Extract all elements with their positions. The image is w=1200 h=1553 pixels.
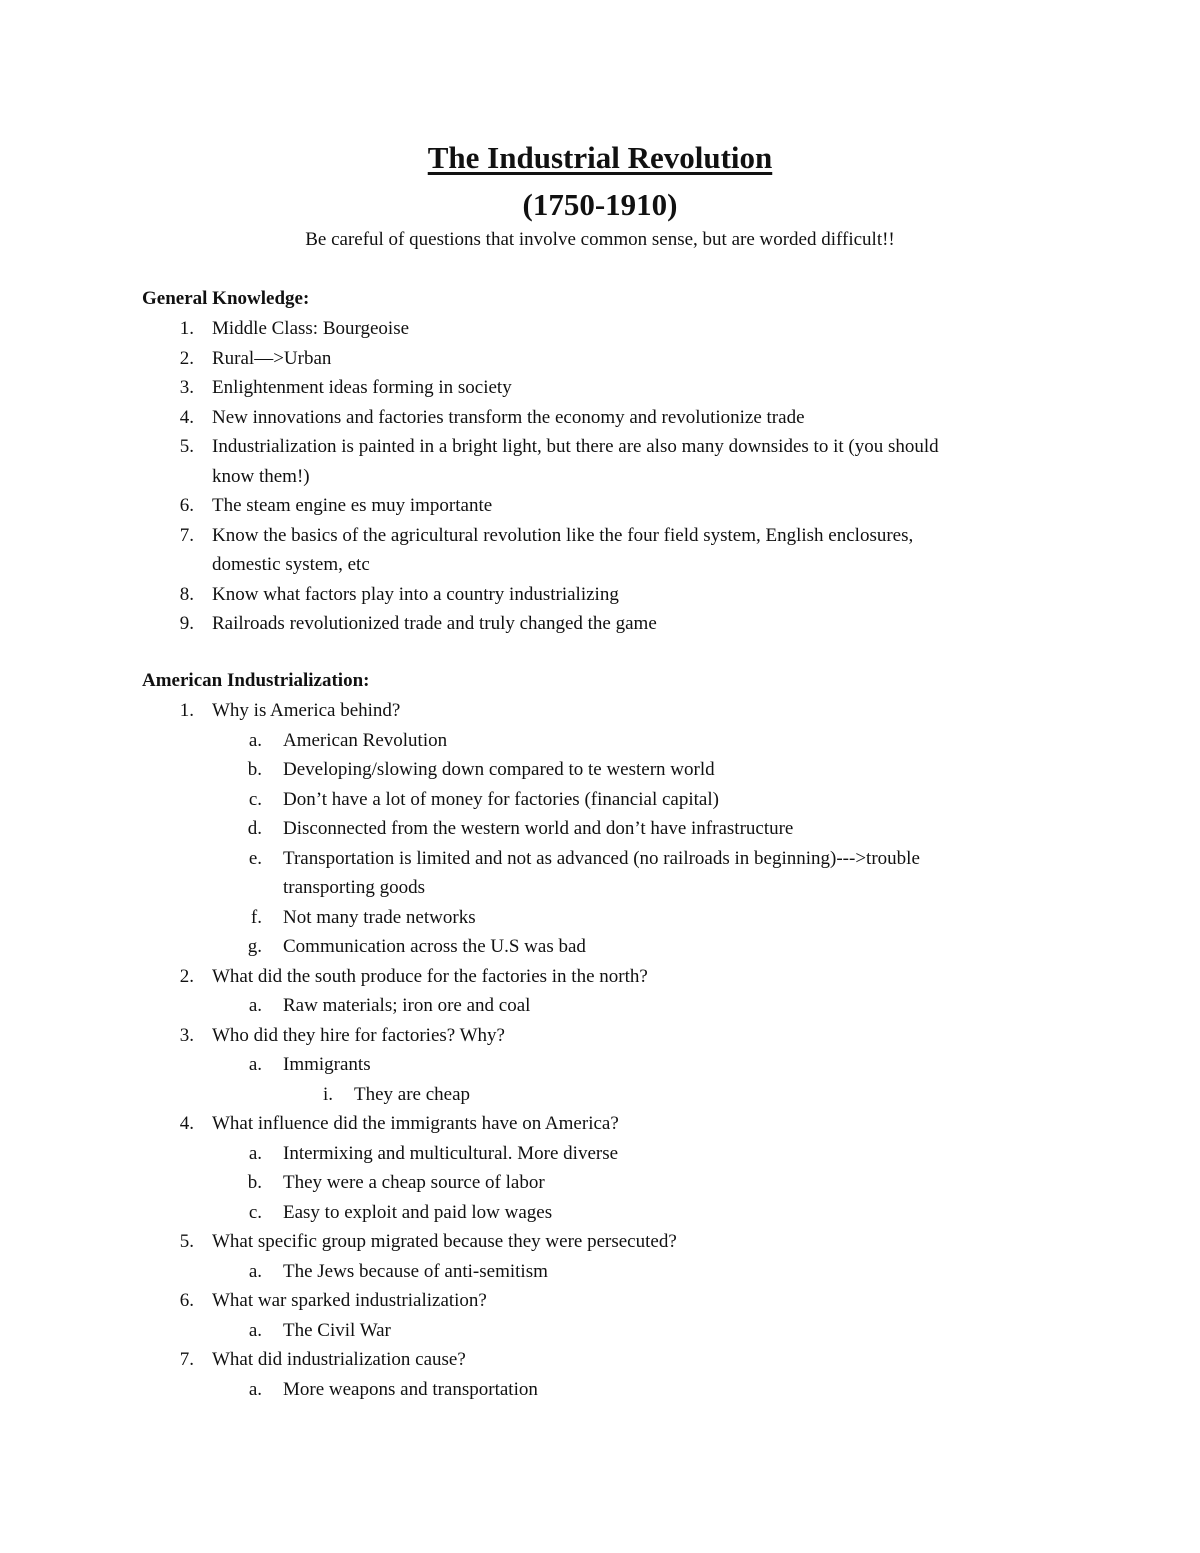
list-item (142, 432, 1062, 462)
list-marker: 4. (179, 1113, 194, 1134)
sub-list-item (142, 785, 1062, 815)
list-marker: b. (247, 1172, 262, 1193)
list-marker: 7. (179, 1349, 194, 1370)
list-marker: a. (248, 729, 262, 751)
list-marker: c. (248, 1201, 262, 1223)
sub-list-item (142, 1316, 1062, 1346)
list-item-text: The steam engine es muy importante (212, 495, 493, 516)
list-item-text: The Civil War (283, 1319, 391, 1341)
sub-list-item (142, 903, 1062, 933)
list-item-text: New innovations and factories transform the economy and revolutionize trade (212, 406, 805, 428)
list-item-text: The Jews because of anti-semitism (283, 1260, 548, 1282)
sub-list-item (142, 932, 1062, 962)
american-industrialization-list (142, 696, 1062, 1404)
sub-sub-list-item (142, 1080, 1062, 1110)
list-marker: d. (247, 818, 262, 839)
list-item (142, 1286, 1062, 1316)
list-item-text: Intermixing and multicultural. More diverse (283, 1142, 619, 1164)
list-marker: b. (247, 759, 262, 780)
list-marker: a. (248, 1054, 262, 1075)
list-item-text: More weapons and transportation (283, 1378, 538, 1400)
list-marker: 5. (179, 436, 194, 457)
list-marker: c. (248, 788, 262, 810)
sub-list-item (142, 726, 1062, 756)
list-item-text: transporting goods (283, 877, 425, 898)
list-item (142, 609, 1062, 639)
sub-list-item (142, 991, 1062, 1021)
list-item-text: Why is America behind? (212, 700, 401, 721)
list-item-text: Enlightenment ideas forming in society (212, 377, 512, 398)
list-item-text: Not many trade networks (283, 906, 476, 928)
list-item (142, 962, 1062, 992)
page-title: The Industrial Revolution (427, 140, 773, 175)
list-item-text: Developing/slowing down compared to te western world (283, 759, 715, 780)
list-item-text: Rural—>Urban (212, 347, 332, 369)
list-item-text: What specific group migrated because they were persecuted? (212, 1231, 677, 1252)
list-item-text: Industrialization is painted in a bright light, but there are also many downsides to it (you should (212, 436, 939, 457)
section-heading-american: American Industrialization: (142, 670, 370, 691)
list-item-text: Middle Class: Bourgeoise (212, 318, 410, 339)
list-item-text: They were a cheap source of labor (283, 1172, 545, 1193)
list-item-text: Don’t have a lot of money for factories (financial capital) (283, 788, 719, 810)
list-marker: 1. (179, 700, 194, 721)
list-marker: 2. (179, 965, 194, 987)
list-marker: 3. (179, 377, 194, 398)
list-item-text: Know the basics of the agricultural revolution like the four field system, English enclosures, (212, 524, 914, 546)
list-item-text: Disconnected from the western world and don’t have infrastructure (283, 818, 794, 839)
sub-list-item (142, 755, 1062, 785)
general-knowledge-list (142, 314, 1062, 639)
list-marker: 1. (179, 318, 194, 339)
list-item-text: Railroads revolutionized trade and truly changed the game (212, 613, 657, 634)
list-item-text: They are cheap (354, 1083, 471, 1105)
list-item-continuation (142, 550, 1062, 580)
sub-list-item (142, 1050, 1062, 1080)
list-marker: i. (322, 1083, 333, 1105)
list-marker: a. (248, 1142, 262, 1164)
list-item (142, 1345, 1062, 1375)
list-item-text: domestic system, etc (212, 554, 370, 575)
list-item-text: What did industrialization cause? (212, 1349, 466, 1370)
list-marker: 6. (179, 495, 194, 516)
list-item-text: American Revolution (283, 729, 448, 751)
list-marker: a. (248, 1260, 262, 1282)
sub-list-item-continuation (142, 873, 1062, 903)
list-marker: 8. (179, 583, 194, 605)
list-item (142, 314, 1062, 344)
list-marker: 3. (179, 1024, 194, 1046)
list-marker: g. (247, 936, 262, 957)
list-item-text: Easy to exploit and paid low wages (283, 1201, 553, 1223)
list-marker: a. (248, 995, 262, 1016)
list-item-continuation (142, 462, 1062, 492)
section-heading-general: General Knowledge: (142, 288, 310, 309)
list-item (142, 491, 1062, 521)
list-item-text: Know what factors play into a country industrializing (212, 583, 619, 605)
list-marker: 2. (179, 347, 194, 369)
sub-list-item (142, 1198, 1062, 1228)
list-item-text: Raw materials; iron ore and coal (283, 995, 531, 1016)
sub-list-item (142, 844, 1062, 874)
list-item-text: What influence did the immigrants have on America? (212, 1113, 619, 1134)
list-item (142, 1109, 1062, 1139)
list-marker: 9. (179, 613, 194, 634)
list-marker: 6. (179, 1290, 194, 1311)
list-marker: 7. (179, 524, 194, 546)
list-item-text: Immigrants (283, 1054, 371, 1075)
list-marker: 5. (179, 1231, 194, 1252)
list-item (142, 373, 1062, 403)
list-item (142, 521, 1062, 551)
list-item-text: What did the south produce for the factories in the north? (212, 965, 648, 987)
list-item (142, 344, 1062, 374)
list-item (142, 403, 1062, 433)
list-item-text: Who did they hire for factories? Why? (212, 1024, 505, 1046)
list-item-text: Transportation is limited and not as advanced (no railroads in beginning)--->trouble (283, 847, 920, 869)
instruction-note: Be careful of questions that involve common sense, but are worded difficult!! (305, 229, 895, 250)
list-marker: f. (250, 906, 262, 928)
list-item-text: know them!) (212, 465, 310, 487)
list-marker: a. (248, 1378, 262, 1400)
sub-list-item (142, 1257, 1062, 1287)
list-item (142, 1227, 1062, 1257)
sub-list-item (142, 1139, 1062, 1169)
list-marker: 4. (179, 406, 194, 428)
list-marker: a. (248, 1319, 262, 1341)
list-marker: e. (248, 847, 262, 869)
sub-list-item (142, 814, 1062, 844)
list-item (142, 696, 1062, 726)
date-range: (1750-1910) (522, 187, 678, 222)
list-item (142, 1021, 1062, 1051)
sub-list-item (142, 1375, 1062, 1405)
list-item (142, 580, 1062, 610)
list-item-text: Communication across the U.S was bad (283, 936, 586, 957)
list-item-text: What war sparked industrialization? (212, 1290, 487, 1311)
sub-list-item (142, 1168, 1062, 1198)
